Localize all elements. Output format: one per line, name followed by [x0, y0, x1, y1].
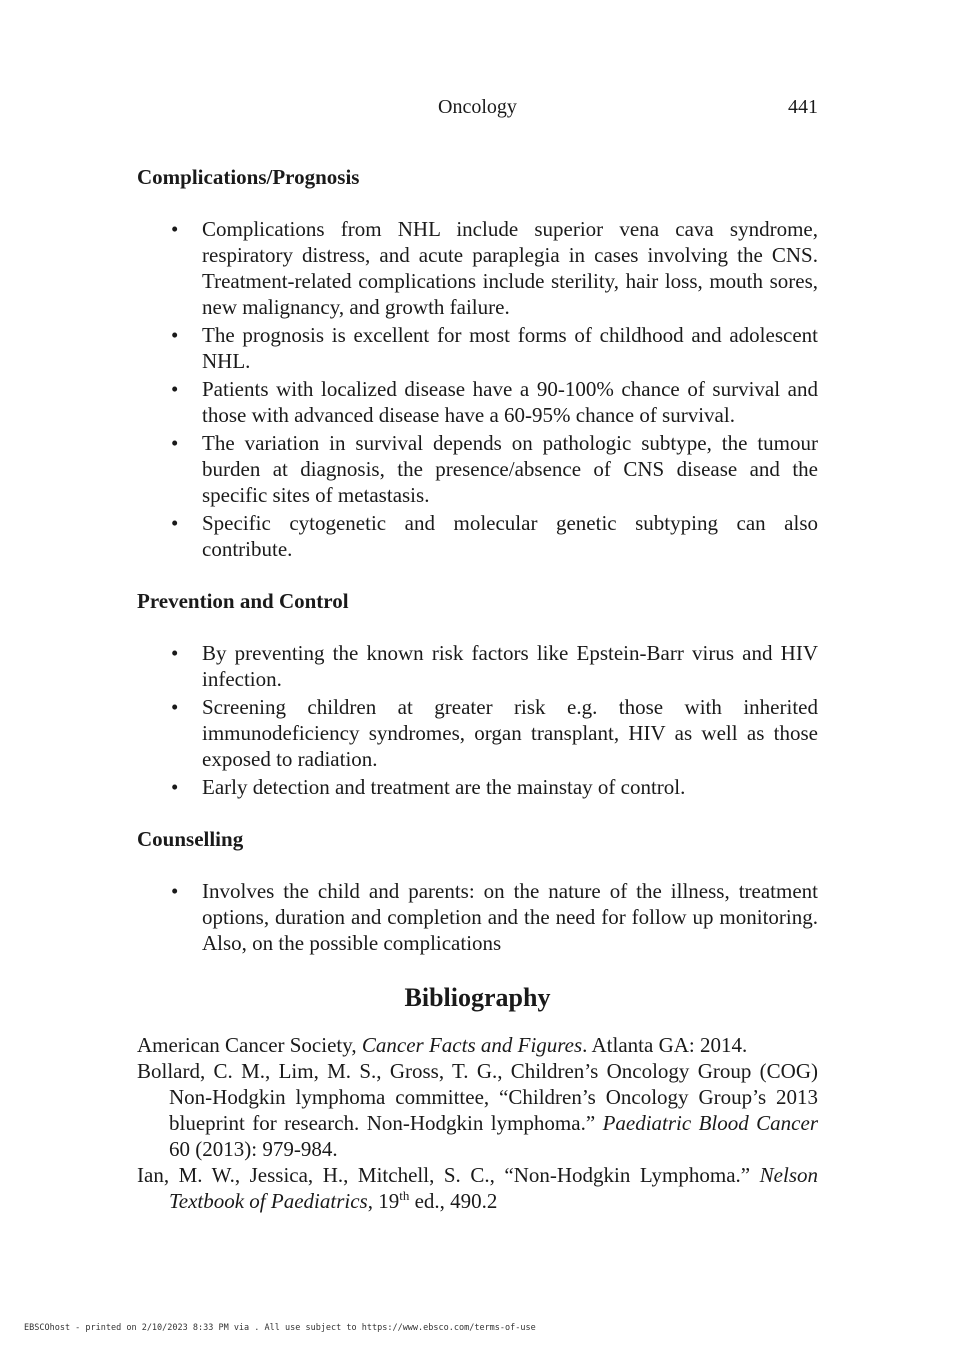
list-item-text: Involves the child and parents: on the nature of the illness, treatment options, duration and completion and the need for follow up monitoring. Also, on the possible complications [202, 879, 818, 955]
section-heading-complications: Complications/Prognosis [137, 165, 360, 189]
complications-list [137, 216, 818, 562]
list-item [137, 510, 818, 562]
bullet-icon: • [171, 431, 179, 455]
running-header [137, 94, 818, 122]
print-footer: EBSCOhost - printed on 2/10/2023 8:33 PM via . All use subject to https://www.ebsco.com/terms-of-use [24, 1323, 536, 1333]
list-item-text: Patients with localized disease have a 90-100% chance of survival and those with advanced disease have a 60-95% chance of survival. [202, 377, 818, 427]
bib-entry-text: ed., 490.2 [409, 1189, 498, 1213]
list-item-text: Complications from NHL include superior vena cava syndrome, respiratory distress, and acute paraplegia in cases involving the CNS. Treatment-related complications include sterility, hair loss, mouth sores, new malignancy, and growth failure. [202, 217, 818, 319]
list-item-text: The variation in survival depends on pathologic subtype, the tumour burden at diagnosis, the presence/absence of CNS disease and the specific sites of metastasis. [202, 431, 818, 507]
list-item-text: Early detection and treatment are the mainstay of control. [202, 775, 686, 799]
running-title: Oncology [438, 96, 517, 118]
bib-entry-title: Paediatric Blood Cancer [602, 1111, 818, 1135]
bib-entry-title: Cancer Facts and Figures [361, 1033, 583, 1057]
section-heading-prevention: Prevention and Control [137, 589, 349, 613]
bib-entry-text: American Cancer Society, [137, 1033, 362, 1057]
list-item [137, 878, 818, 956]
document-page [137, 94, 818, 1214]
bib-entry-text: Bollard, C. M., Lim, M. S., Gross, T. G., Children’s Oncology Group (COG) Non-Hodgkin lymphoma committee, “Children’s Oncology Group’s 2013 blueprint for research. Non-Hodgkin lymphoma.” [137, 1059, 818, 1135]
list-item-text: Specific cytogenetic and molecular genetic subtyping can also contribute. [202, 511, 818, 561]
bibliography-entry [137, 1058, 818, 1162]
bib-entry-text: Ian, M. W., Jessica, H., Mitchell, S. C., “Non-Hodgkin Lymphoma.” [137, 1163, 760, 1187]
section-heading-counselling: Counselling [137, 827, 244, 851]
bullet-icon: • [171, 323, 179, 347]
page-number: 441 [788, 96, 818, 118]
list-item [137, 430, 818, 508]
list-item [137, 694, 818, 772]
list-item [137, 216, 818, 320]
list-item [137, 640, 818, 692]
list-item-text: The prognosis is excellent for most forms of childhood and adolescent NHL. [202, 323, 818, 373]
bib-entry-text: 60 (2013): 979-984. [169, 1137, 338, 1161]
bib-entry-text: . Atlanta GA: 2014. [582, 1033, 748, 1057]
counselling-list [137, 878, 818, 956]
bibliography-entry [137, 1032, 818, 1058]
bibliography-title: Bibliography [404, 983, 551, 1012]
bib-entry-title: Nelson Textbook of Paediatrics [169, 1163, 818, 1213]
list-item-text: By preventing the known risk factors like Epstein-Barr virus and HIV infection. [202, 641, 818, 691]
bibliography-entry [137, 1162, 818, 1214]
bullet-icon: • [171, 695, 179, 719]
bullet-icon: • [171, 879, 179, 903]
superscript: th [399, 1188, 410, 1203]
prevention-list [137, 640, 818, 800]
bullet-icon: • [171, 511, 179, 535]
list-item-text: Screening children at greater risk e.g. those with inherited immunodeficiency syndromes, organ transplant, HIV as well as those exposed to radiation. [202, 695, 818, 771]
bullet-icon: • [171, 641, 179, 665]
list-item [137, 376, 818, 428]
list-item [137, 774, 818, 800]
list-item [137, 322, 818, 374]
bib-entry-text: , 19 [367, 1189, 400, 1213]
bullet-icon: • [171, 217, 179, 241]
bullet-icon: • [171, 377, 179, 401]
bullet-icon: • [171, 775, 179, 799]
